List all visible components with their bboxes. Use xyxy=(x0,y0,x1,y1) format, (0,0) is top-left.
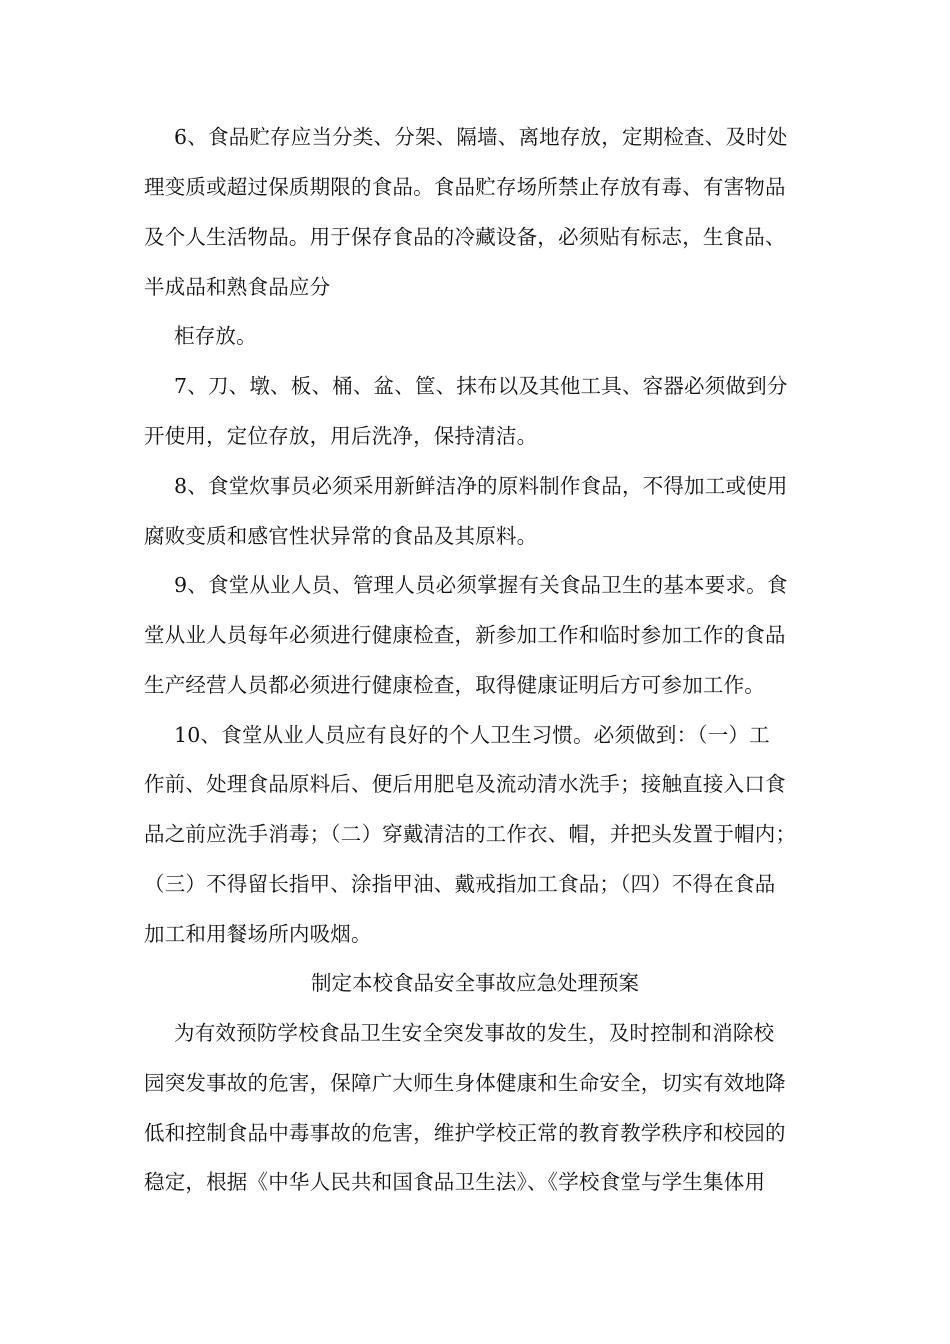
plan-title: 制定本校食品安全事故应急处理预案 xyxy=(311,971,639,995)
item6-line-3: 及个人生活物品。用于保存食品的冷藏设备，必须贴有标志，生食品、 xyxy=(144,225,786,249)
item7-line-1: 7、刀、墩、板、桶、盆、筐、抹布以及其他工具、容器必须做到分 xyxy=(174,374,788,398)
item9-line-1: 9、食堂从业人员、管理人员必须掌握有关食品卫生的基本要求。食 xyxy=(174,573,788,597)
item6-line-5: 柜存放。 xyxy=(174,324,257,348)
plan-intro-line-3: 低和控制食品中毒事故的危害，维护学校正常的教育教学秩序和校园的 xyxy=(144,1121,786,1145)
item6-line-1: 6、食品贮存应当分类、分架、隔墙、离地存放，定期检查、及时处 xyxy=(174,125,788,149)
item8-line-2: 腐败变质和感官性状异常的食品及其原料。 xyxy=(144,524,538,548)
item6-line-2: 理变质或超过保质期限的食品。食品贮存场所禁止存放有毒、有害物品 xyxy=(144,175,786,199)
item10-line-3: 品之前应洗手消毒；（二）穿戴清洁的工作衣、帽，并把头发置于帽内； xyxy=(144,822,797,846)
item10-line-2: 作前、处理食品原料后、便后用肥皂及流动清水洗手；接触直接入口食 xyxy=(144,772,786,796)
plan-intro-line-2: 园突发事故的危害，保障广大师生身体健康和生命安全，切实有效地降 xyxy=(144,1071,786,1095)
item9-line-3: 生产经营人员都必须进行健康检查，取得健康证明后方可参加工作。 xyxy=(144,673,765,697)
item10-line-5: 加工和用餐场所内吸烟。 xyxy=(144,922,372,946)
item10-line-1: 10、食堂从业人员应有良好的个人卫生习惯。必须做到：（一）工 xyxy=(174,723,770,747)
plan-intro-line-4: 稳定，根据《中华人民共和国食品卫生法》、《学校食堂与学生集体用 xyxy=(144,1170,766,1194)
item9-line-2: 堂从业人员每年必须进行健康检查，新参加工作和临时参加工作的食品 xyxy=(144,623,786,647)
item8-line-1: 8、食堂炊事员必须采用新鲜洁净的原料制作食品，不得加工或使用 xyxy=(174,474,788,498)
item10-line-4: （三）不得留长指甲、涂指甲油、戴戒指加工食品；（四）不得在食品 xyxy=(144,872,776,896)
item6-line-4: 半成品和熟食品应分 xyxy=(144,275,331,299)
plan-intro-line-1: 为有效预防学校食品卫生安全突发事故的发生，及时控制和消除校 xyxy=(174,1021,775,1045)
item7-line-2: 开使用，定位存放，用后洗净，保持清洁。 xyxy=(144,424,538,448)
